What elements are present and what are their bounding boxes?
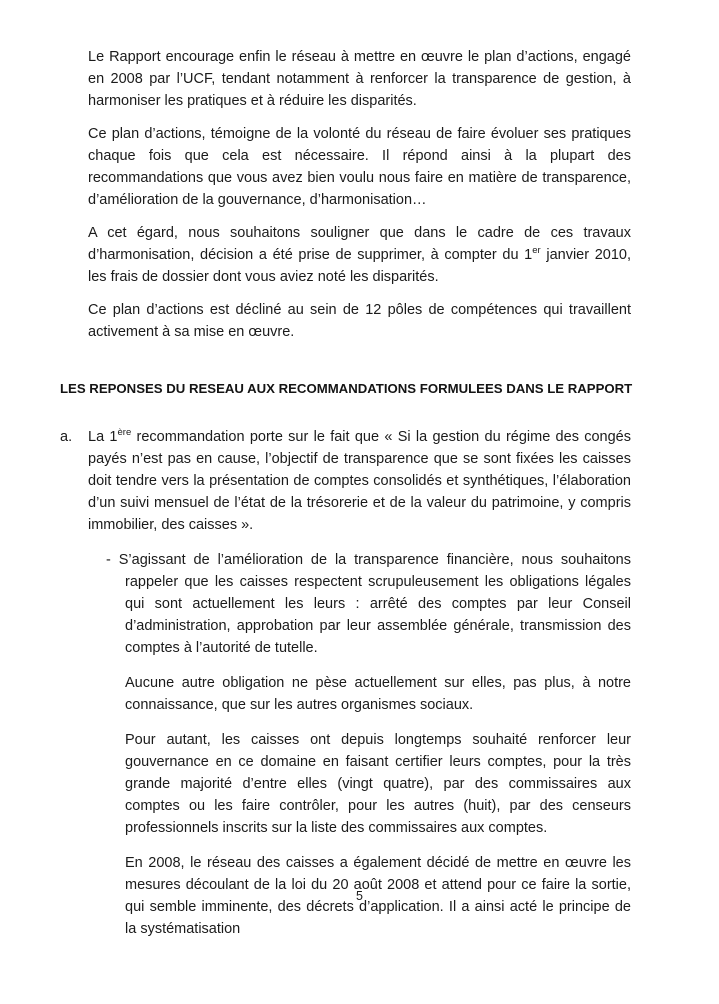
intro-paragraph: Le Rapport encourage enfin le réseau à mettre en œuvre le plan d’actions, engagé en 2008 par l’UCF, tendant notamment à renforcer la transparence de gestion, à harmoniser les pratiques et à réduire les disparités. [88,49,631,109]
sub-paragraph: - S’agissant de l’amélioration de la transparence financière, nous souhaitons rappeler que les caisses respectent scrupuleusement les obligations légales qui sont actuellement les leurs : arrêté des comptes par leur Conseil d’administration, approbation par leur assemblée générale, transmission des comptes à l’autorité de tutelle. [106,552,631,656]
sub-paragraph: Aucune autre obligation ne pèse actuellement sur elles, pas plus, à notre connaissance, que sur les autres organismes sociaux. [125,675,631,713]
sub-paragraph: En 2008, le réseau des caisses a également décidé de mettre en œuvre les mesures découlant de la loi du 20 août 2008 et attend pour ce faire la sortie, qui semble imminente, des décrets d’application. Il a ainsi acté le principe de la systématisation [125,855,631,937]
list-item-a [60,426,631,543]
sub-paragraph: Pour autant, les caisses ont depuis longtemps souhaité renforcer leur gouvernance en ce domaine en faisant certifier leurs comptes, pour la très grande majorité d’entre elles (vingt quatre), par des commissaires aux comptes ou les faire contrôler, pour les autres (huit), par des censeurs professionnels inscrits sur la liste des commissaires aux comptes. [125,732,631,836]
superscript-ere: ère [117,427,132,439]
item-marker: a. [60,429,73,445]
section-heading: LES REPONSES DU RESEAU AUX RECOMMANDATIONS FORMULEES DANS LE RAPPORT [60,381,633,396]
paragraph-text: La 1 [88,429,118,445]
paragraph-text: A cet égard, nous souhaitons souligner que dans le cadre de ces travaux d’harmonisation, décision a été prise de supprimer, à compter du 1 [88,225,631,263]
superscript-er: er [532,245,541,257]
sub-section [106,549,631,940]
intro-paragraph [88,222,631,288]
paragraph-text: janvier 2010, les frais de dossier dont vous aviez noté les disparités. [88,247,631,285]
page-number: 5 [356,889,363,903]
paragraph-text: recommandation porte sur le fait que « Si la gestion du régime des congés payés n’est pas en cause, l’objectif de transparence que se sont fixées les caisses doit tendre vers la présentation de comptes consolidés et synthétiques, l’élaboration d’un suivi mensuel de l’état de la trésorerie et de la valeur du patrimoine, y compris immobilier, des caisses ». [88,429,631,533]
item-paragraph [88,426,631,536]
intro-paragraph: Ce plan d’actions, témoigne de la volonté du réseau de faire évoluer ses pratiques chaque fois que cela est nécessaire. Il répond ainsi à la plupart des recommandations que vous avez bien voulu nous faire en matière de transparence, d’amélioration de la gouvernance, d’harmonisation… [88,126,631,208]
intro-paragraph: Ce plan d’actions est décliné au sein de 12 pôles de compétences qui travaillent activement à sa mise en œuvre. [88,302,631,340]
document-content [60,46,633,953]
